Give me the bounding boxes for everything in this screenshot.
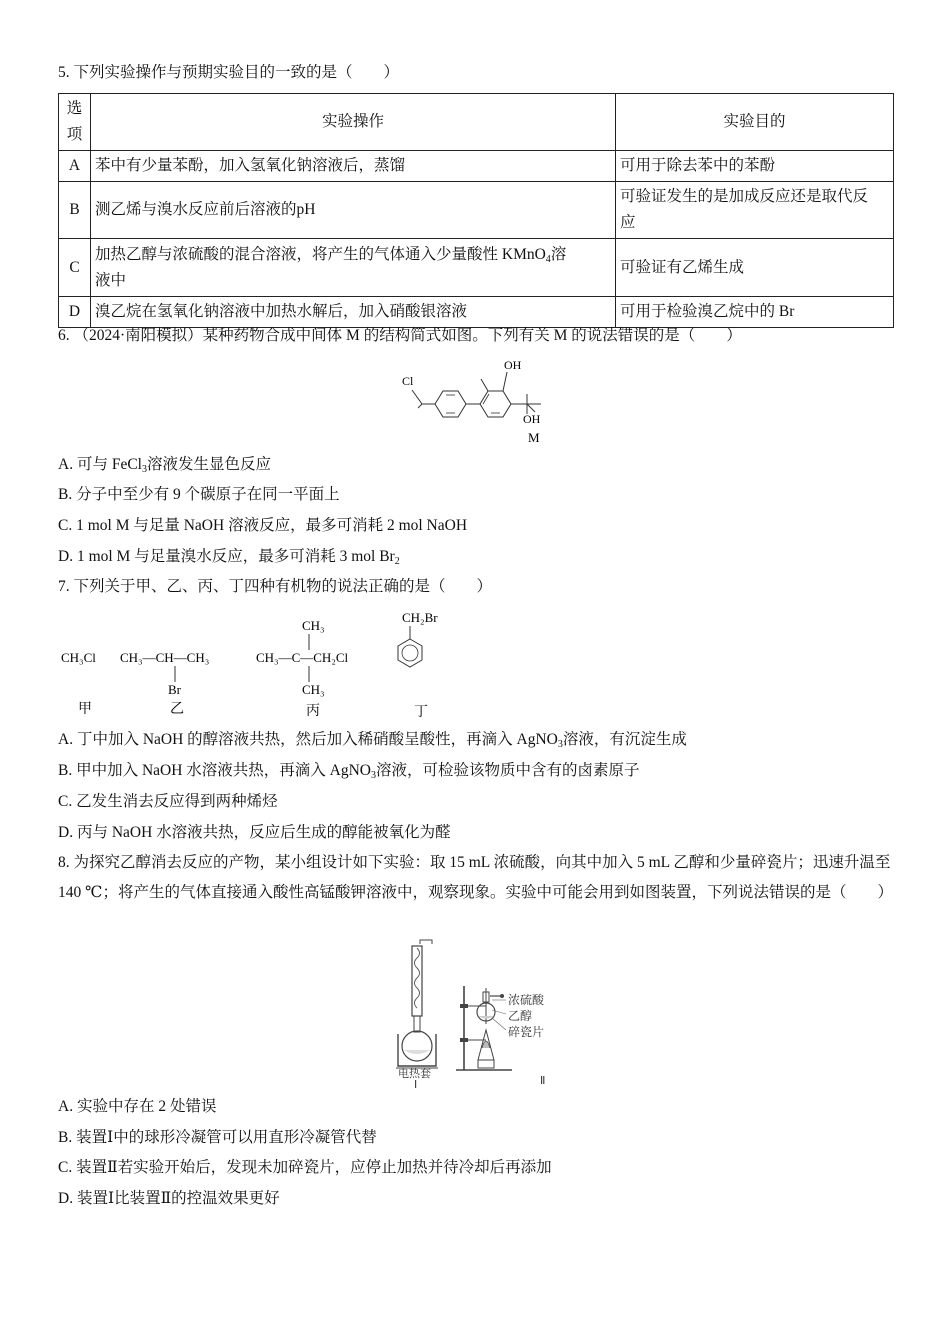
chips-label: 碎瓷片 [508, 1025, 545, 1039]
oh-right-label: OH [523, 412, 541, 426]
q5-stem: 5. 下列实验操作与预期实验目的一致的是（ ） [58, 64, 400, 81]
header-purpose: 实验目的 [616, 94, 894, 151]
row-operation: 加热乙醇与浓硫酸的混合溶液，将产生的气体通入少量酸性 KMnO$_4$溶 液中 [91, 239, 616, 297]
q6-option-b: B. 分子中至少有 9 个碳原子在同一平面上 [58, 486, 340, 503]
bing-top: CH₃ [302, 618, 325, 633]
q8-option-a: A. 实验中存在 2 处错误 [58, 1098, 217, 1115]
row-purpose: 可用于除去苯中的苯酚 [616, 151, 894, 182]
q7-option-c: C. 乙发生消去反应得到两种烯烃 [58, 793, 278, 810]
q7-option-b: B. 甲中加入 NaOH 水溶液共热，再滴入 AgNO$_3$溶液，可检验该物质中含有的卤素原子 [58, 762, 640, 781]
q7-structures-figure [58, 606, 468, 727]
q6-structure-figure [400, 352, 570, 453]
table-row [59, 239, 894, 297]
q6-stem: 6. （2024·南阳模拟）某种药物合成中间体 M 的结构简式如图。下列有关 M 的说法错误的是（ ） [58, 327, 742, 344]
q8-option-c: C. 装置Ⅱ若实验开始后，发现未加碎瓷片，应停止加热并待冷却后再添加 [58, 1159, 552, 1176]
row-option: B [59, 182, 91, 239]
q7-stem: 7. 下列关于甲、乙、丙、丁四种有机物的说法正确的是（ ） [58, 578, 493, 595]
oh-top-label: OH [504, 358, 522, 372]
q6-option-d: D. 1 mol M 与足量溴水反应，最多可消耗 3 mol $Br_2$ [58, 548, 400, 567]
jia-formula: CH₃Cl [61, 650, 96, 665]
q8-option-b: B. 装置Ⅰ中的球形冷凝管可以用直形冷凝管代替 [58, 1129, 377, 1146]
bing-bottom: CH₃ [302, 682, 325, 697]
label-bing: 丙 [306, 704, 320, 719]
yi-br: Br [168, 682, 181, 697]
table-row [59, 151, 894, 182]
q8-apparatus-figure [394, 938, 574, 1093]
label-jia: 甲 [78, 702, 92, 717]
label-ding: 丁 [414, 705, 428, 720]
row-purpose: 可验证有乙烯生成 [616, 239, 894, 297]
row-option: D [59, 297, 91, 328]
m-caption: M [528, 430, 540, 445]
bing-formula: CH₃—C—CH₂Cl [256, 650, 349, 665]
label-2: Ⅱ [540, 1075, 546, 1087]
label-1: Ⅰ [414, 1079, 418, 1088]
row-purpose: 可用于检验溴乙烷中的 Br [616, 297, 894, 328]
table-header-row [59, 94, 894, 151]
table-row [59, 297, 894, 328]
yi-formula: CH₃—CH—CH₃ [120, 650, 210, 665]
cl-label: Cl [402, 374, 414, 388]
heater-label: 电热套 [398, 1068, 431, 1080]
label-yi: 乙 [170, 702, 184, 717]
ethanol-label: 乙醇 [508, 1009, 533, 1023]
row-operation: 测乙烯与溴水反应前后溶液的pH [91, 182, 616, 239]
table-row [59, 182, 894, 239]
header-option: 选 项 [59, 94, 91, 151]
q8-stem: 8. 为探究乙醇消去反应的产物，某小组设计如下实验：取 15 mL 浓硫酸，向其中加入 5 mL 乙醇和少量碎瓷片；迅速升温至 140 ℃；将产生的气体直接通入酸性高锰酸钾溶液中，观察现象。实验中可能会用到如图装置，下列说法错误的是（ ） [58, 854, 893, 901]
q7-option-d: D. 丙与 NaOH 水溶液共热，反应后生成的醇能被氧化为醛 [58, 824, 451, 841]
ding-group: CH₂Br [402, 610, 438, 625]
q5-table [58, 93, 894, 328]
acid-label: 浓硫酸 [508, 993, 545, 1007]
row-purpose: 可验证发生的是加成反应还是取代反 应 [616, 182, 894, 239]
q7-option-a: A. 丁中加入 NaOH 的醇溶液共热，然后加入稀硝酸呈酸性，再滴入 AgNO$_3$溶液，有沉淀生成 [58, 731, 687, 750]
q6-option-a: A. 可与 FeCl$_3$溶液发生显色反应 [58, 456, 271, 475]
header-operation: 实验操作 [91, 94, 616, 151]
row-option: A [59, 151, 91, 182]
row-option: C [59, 239, 91, 297]
row-operation: 苯中有少量苯酚，加入氢氧化钠溶液后，蒸馏 [91, 151, 616, 182]
q6-option-c: C. 1 mol M 与足量 NaOH 溶液反应，最多可消耗 2 mol NaOH [58, 517, 468, 534]
q8-option-d: D. 装置Ⅰ比装置Ⅱ的控温效果更好 [58, 1190, 280, 1207]
row-operation: 溴乙烷在氢氧化钠溶液中加热水解后，加入硝酸银溶液 [91, 297, 616, 328]
